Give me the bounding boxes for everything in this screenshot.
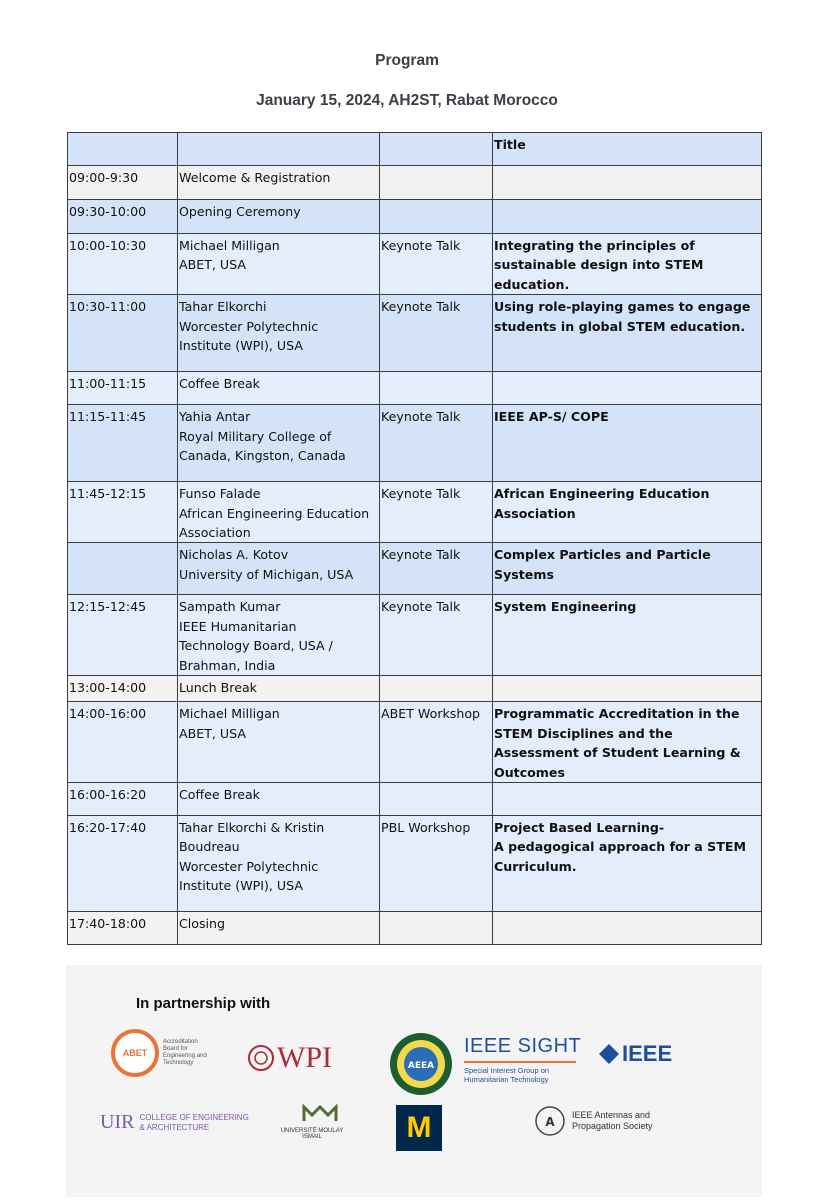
- abet-mark: ABET: [111, 1029, 159, 1077]
- table-row: [68, 482, 762, 543]
- session-type-cell: PBL Workshop: [380, 816, 493, 912]
- session-type-cell: Keynote Talk: [380, 295, 493, 372]
- partnership-label: In partnership with: [136, 995, 271, 1012]
- speaker-line: Technology Board, USA /: [179, 638, 333, 654]
- abet-caption: Accreditation Board for Engineering and Technology: [163, 1039, 207, 1066]
- ieee-aps-caption: IEEE Antennas and Propagation Society: [572, 1110, 653, 1131]
- session-type-cell: [380, 166, 493, 200]
- time-cell: 11:15-11:45: [68, 405, 178, 482]
- speaker-cell: [178, 482, 380, 543]
- ieee-aps-icon: [532, 1105, 568, 1137]
- session-type-cell: [380, 783, 493, 816]
- aeea-gear-icon: [388, 1031, 454, 1097]
- table-row: [68, 405, 762, 482]
- speaker-line: Boudreau: [179, 839, 240, 855]
- partners-footer: [66, 965, 762, 1197]
- speaker-line: ABET, USA: [179, 257, 246, 273]
- session-type-cell: ABET Workshop: [380, 702, 493, 783]
- session-type-cell: Keynote Talk: [380, 482, 493, 543]
- table-header-row: [68, 133, 762, 166]
- page-subtitle: January 15, 2024, AH2ST, Rabat Morocco: [256, 92, 558, 109]
- speaker-cell: [178, 372, 380, 405]
- table-row: [68, 595, 762, 676]
- time-cell: 17:40-18:00: [68, 912, 178, 945]
- ieee-sight-caption: Special Interest Group on Humanitarian Technology: [464, 1066, 550, 1084]
- talk-title-cell: Project Based Learning- A pedagogical approach for a STEM Curriculum.: [493, 816, 762, 912]
- wpi-wordmark: WPI: [277, 1041, 332, 1074]
- talk-title-cell: [493, 166, 762, 200]
- speaker-cell: [178, 234, 380, 295]
- umi-caption: UNIVERSITÉ MOULAY ISMAIL: [280, 1128, 344, 1140]
- time-cell: [68, 543, 178, 595]
- speaker-line: Sampath Kumar: [179, 599, 281, 615]
- speaker-line: Coffee Break: [179, 376, 260, 392]
- speaker-cell: [178, 405, 380, 482]
- ieee-logo: [598, 1041, 672, 1067]
- program-table: [67, 132, 762, 945]
- wpi-logo: [248, 1041, 332, 1075]
- table-row: [68, 543, 762, 595]
- uir-logo: [100, 1111, 249, 1134]
- speaker-line: Tahar Elkorchi & Kristin: [179, 820, 325, 836]
- speaker-cell: [178, 676, 380, 702]
- speaker-line: Worcester Polytechnic: [179, 858, 319, 874]
- table-row: [68, 816, 762, 912]
- speaker-cell: [178, 166, 380, 200]
- table-row: [68, 372, 762, 405]
- header-cell-type: [380, 133, 493, 166]
- talk-title-cell: Programmatic Accreditation in the STEM Disciplines and the Assessment of Student Learning & Outcomes: [493, 702, 762, 783]
- umi-emblem-icon: [300, 1101, 340, 1123]
- session-type-cell: [380, 912, 493, 945]
- time-cell: 16:20-17:40: [68, 816, 178, 912]
- time-cell: 10:00-10:30: [68, 234, 178, 295]
- speaker-line: Institute (WPI), USA: [179, 338, 303, 354]
- michigan-logo: [396, 1105, 442, 1151]
- ieee-aps-logo: [532, 1105, 653, 1137]
- umi-logo: [280, 1101, 347, 1140]
- header-cell-time: [68, 133, 178, 166]
- ieee-wordmark: IEEE: [622, 1041, 673, 1066]
- talk-title-cell: Complex Particles and Particle Systems: [493, 543, 762, 595]
- time-cell: 11:00-11:15: [68, 372, 178, 405]
- speaker-line: Welcome & Registration: [179, 170, 331, 185]
- time-cell: 09:00-9:30: [68, 166, 178, 200]
- aeea-logo: [388, 1031, 454, 1102]
- speaker-line: IEEE Humanitarian: [179, 618, 297, 634]
- speaker-cell: [178, 200, 380, 234]
- speaker-line: African Engineering Education: [179, 505, 370, 521]
- talk-title-cell: [493, 372, 762, 405]
- session-type-cell: Keynote Talk: [380, 595, 493, 676]
- speaker-line: Lunch Break: [179, 680, 257, 696]
- page-title: Program: [375, 52, 439, 69]
- time-cell: 13:00-14:00: [68, 676, 178, 702]
- speaker-line: Royal Military College of: [179, 428, 332, 444]
- speaker-cell: [178, 543, 380, 595]
- talk-title-cell: IEEE AP-S/ COPE: [493, 405, 762, 482]
- uir-mark: UIR: [100, 1111, 135, 1133]
- talk-title-cell: Using role-playing games to engage students in global STEM education.: [493, 295, 762, 372]
- ieee-sight-wordmark: IEEE SIGHT: [464, 1035, 582, 1057]
- time-cell: 16:00-16:20: [68, 783, 178, 816]
- speaker-line: Worcester Polytechnic: [179, 318, 319, 334]
- session-type-cell: Keynote Talk: [380, 543, 493, 595]
- table-row: [68, 912, 762, 945]
- talk-title-cell: [493, 783, 762, 816]
- time-cell: 10:30-11:00: [68, 295, 178, 372]
- ieee-sight-logo: [464, 1035, 581, 1084]
- aeea-text: AEEA: [407, 1061, 435, 1071]
- session-type-cell: [380, 676, 493, 702]
- talk-title-cell: System Engineering: [493, 595, 762, 676]
- table-row: [68, 295, 762, 372]
- speaker-line: University of Michigan, USA: [179, 566, 354, 582]
- abet-logo: [111, 1029, 207, 1077]
- svg-text:A: A: [545, 1115, 555, 1129]
- speaker-line: Michael Milligan: [179, 238, 280, 253]
- uir-caption: COLLEGE OF ENGINEERING & ARCHITECTURE: [139, 1112, 249, 1132]
- header-cell-title: Title: [493, 133, 762, 166]
- speaker-cell: [178, 912, 380, 945]
- wpi-seal-icon: [248, 1041, 274, 1075]
- table-row: [68, 200, 762, 234]
- speaker-cell: [178, 783, 380, 816]
- speaker-line: Yahia Antar: [179, 409, 251, 425]
- table-row: [68, 166, 762, 200]
- speaker-line: Coffee Break: [179, 787, 260, 803]
- speaker-line: Institute (WPI), USA: [179, 878, 303, 894]
- michigan-block-m: M: [406, 1111, 432, 1144]
- time-cell: 14:00-16:00: [68, 702, 178, 783]
- speaker-line: Closing: [179, 916, 226, 932]
- talk-title-cell: Integrating the principles of sustainable design into STEM education.: [493, 234, 762, 295]
- speaker-cell: [178, 595, 380, 676]
- talk-title-cell: [493, 912, 762, 945]
- table-row: [68, 702, 762, 783]
- speaker-line: Association: [179, 525, 251, 541]
- time-cell: 12:15-12:45: [68, 595, 178, 676]
- time-cell: 09:30-10:00: [68, 200, 178, 234]
- speaker-line: ABET, USA: [179, 725, 246, 741]
- speaker-line: Nicholas A. Kotov: [179, 547, 289, 563]
- header-cell-speaker: [178, 133, 380, 166]
- time-cell: 11:45-12:15: [68, 482, 178, 543]
- speaker-line: Funso Falade: [179, 486, 261, 502]
- session-type-cell: Keynote Talk: [380, 405, 493, 482]
- table-row: [68, 783, 762, 816]
- session-type-cell: [380, 200, 493, 234]
- ieee-diamond-icon: [598, 1043, 620, 1065]
- speaker-line: Opening Ceremony: [179, 204, 301, 219]
- speaker-line: Brahman, India: [179, 657, 276, 673]
- speaker-line: Canada, Kingston, Canada: [179, 448, 346, 464]
- speaker-line: Tahar Elkorchi: [179, 299, 267, 315]
- talk-title-cell: [493, 676, 762, 702]
- session-type-cell: Keynote Talk: [380, 234, 493, 295]
- speaker-cell: [178, 816, 380, 912]
- speaker-line: Michael Milligan: [179, 706, 280, 722]
- table-row: [68, 234, 762, 295]
- talk-title-cell: African Engineering Education Association: [493, 482, 762, 543]
- talk-title-cell: [493, 200, 762, 234]
- session-type-cell: [380, 372, 493, 405]
- speaker-cell: [178, 702, 380, 783]
- table-row: [68, 676, 762, 702]
- speaker-cell: [178, 295, 380, 372]
